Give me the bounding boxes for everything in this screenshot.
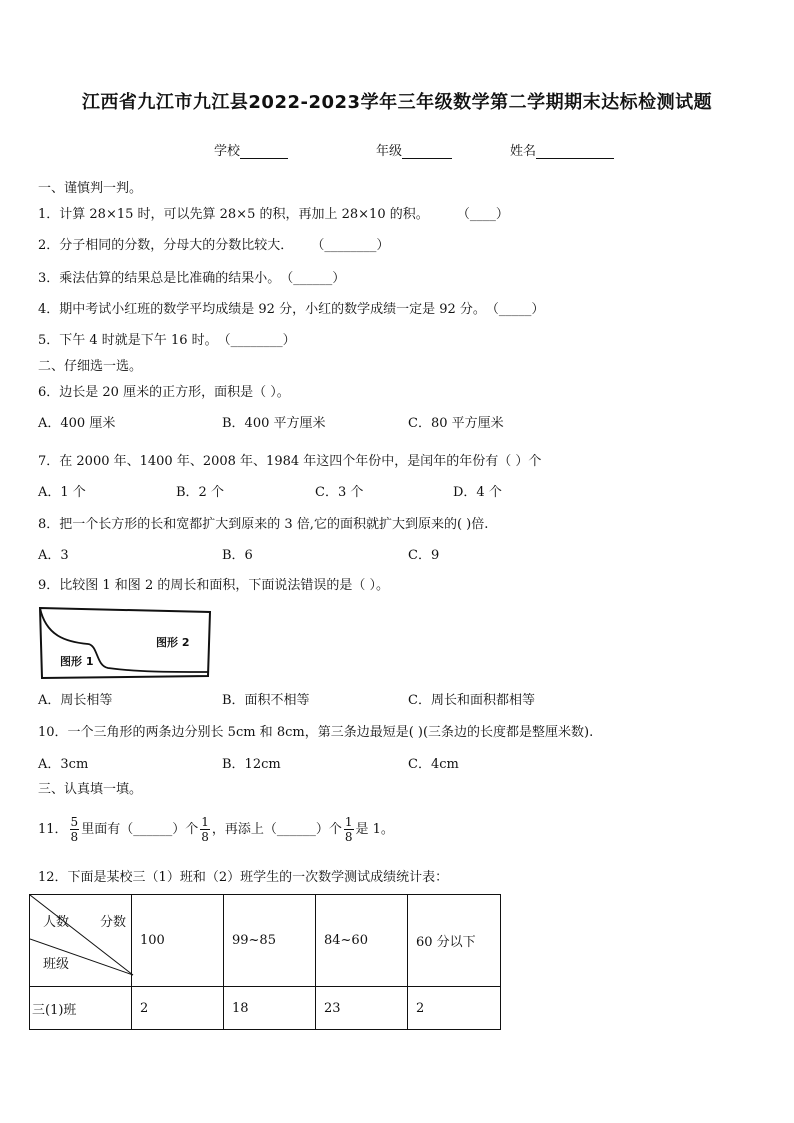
diag-label-score: 分数 xyxy=(100,915,127,930)
section-1-heading: 一、谨慎判一判。 xyxy=(38,181,143,196)
grade-field xyxy=(376,140,452,159)
question-10-option-b[interactable]: B．12cm xyxy=(222,757,281,772)
question-5-text: 5．下午 4 时就是下午 16 时。 xyxy=(38,333,218,348)
question-5-answer-blank[interactable]: （________） xyxy=(217,333,296,348)
question-8-option-a[interactable]: A．3 xyxy=(38,548,69,563)
question-7-option-b[interactable]: B．2 个 xyxy=(176,485,224,500)
question-1-text: 1．计算 28×15 时，可以先算 28×5 的积，再加上 28×10 的积。 xyxy=(38,207,429,222)
diag-label-class: 班级 xyxy=(43,957,70,972)
question-7-text: 7．在 2000 年、1400 年、2008 年、1984 年这四个年份中，是闰年的年份有（ ）个 xyxy=(38,454,542,469)
table-cell-class: 三(1)班 xyxy=(30,987,132,1030)
fraction-numerator: 1 xyxy=(344,815,353,829)
school-label: 学校 xyxy=(214,144,241,159)
question-4-text: 4．期中考试小红班的数学平均成绩是 92 分，小红的数学成绩一定是 92 分。 xyxy=(38,302,486,317)
grade-blank[interactable] xyxy=(402,144,452,159)
question-2-text: 2．分子相同的分数，分母大的分数比较大． xyxy=(38,238,294,253)
score-table xyxy=(29,894,501,1030)
figure-1-label: 图形 1 xyxy=(60,655,94,668)
question-3-text: 3．乘法估算的结果总是比准确的结果小。 xyxy=(38,271,281,286)
question-9-option-a[interactable]: A．周长相等 xyxy=(38,693,113,708)
question-4 xyxy=(38,301,544,319)
question-1 xyxy=(38,206,509,224)
table-header-row xyxy=(30,895,501,987)
school-blank[interactable] xyxy=(240,144,288,159)
question-3 xyxy=(38,270,345,288)
question-6-option-b[interactable]: B．400 平方厘米 xyxy=(222,416,326,431)
fraction-numerator: 1 xyxy=(201,815,209,829)
question-4-answer-blank[interactable]: （_____） xyxy=(485,302,545,317)
table-cell: 2 xyxy=(132,987,224,1030)
question-10-option-a[interactable]: A．3cm xyxy=(38,757,89,772)
grade-label: 年级 xyxy=(376,144,403,159)
question-9-option-c[interactable]: C．周长和面积都相等 xyxy=(408,693,535,708)
section-3-heading: 三、认真填一填。 xyxy=(38,782,143,797)
question-12-text: 12．下面是某校三（1）班和（2）班学生的一次数学测试成绩统计表： xyxy=(38,870,449,885)
question-8-option-b[interactable]: B．6 xyxy=(222,548,253,563)
fraction-denominator: 8 xyxy=(344,830,353,844)
name-field xyxy=(510,140,614,159)
school-field xyxy=(214,140,288,159)
table-header-cell: 99~85 xyxy=(224,895,316,987)
fraction-one-eighth xyxy=(344,815,354,844)
question-9-text: 9．比较图 1 和图 2 的周长和面积，下面说法错误的是（ ）。 xyxy=(38,578,389,593)
question-2-answer-blank[interactable]: （________） xyxy=(311,238,390,253)
diagonal-lines xyxy=(30,895,141,987)
question-5 xyxy=(38,332,296,350)
question-11-part-2[interactable]: ，再添上（______）个 xyxy=(211,822,342,837)
question-11 xyxy=(38,812,394,848)
fraction-five-eighths xyxy=(70,815,80,844)
question-6-text: 6．边长是 20 厘米的正方形，面积是（ ）。 xyxy=(38,385,290,400)
question-2 xyxy=(38,237,389,255)
question-1-answer-blank[interactable]: （____） xyxy=(456,207,509,222)
fraction-denominator: 8 xyxy=(70,830,79,844)
table-header-cell: 100 xyxy=(132,895,224,987)
diag-label-count: 人数 xyxy=(43,915,70,930)
table-header-cell: 84~60 xyxy=(316,895,408,987)
question-7-option-a[interactable]: A．1 个 xyxy=(38,485,86,500)
question-9-option-b[interactable]: B．面积不相等 xyxy=(222,693,310,708)
question-7-option-d[interactable]: D．4 个 xyxy=(453,485,502,500)
page-title: 江西省九江市九江县2022-2023学年三年级数学第二学期期末达标检测试题 xyxy=(81,92,713,113)
question-10-text: 10．一个三角形的两条边分别长 5cm 和 8cm，第三条边最短是( )(三条边的长度都是整厘米数). xyxy=(38,725,594,740)
question-9-figure xyxy=(38,606,212,680)
question-7-option-c[interactable]: C．3 个 xyxy=(315,485,364,500)
name-blank[interactable] xyxy=(536,144,614,159)
question-10-option-c[interactable]: C．4cm xyxy=(408,757,459,772)
fraction-one-eighth xyxy=(200,815,210,844)
table-row xyxy=(30,987,501,1030)
question-8-text: 8．把一个长方形的长和宽都扩大到原来的 3 倍,它的面积就扩大到原来的( )倍. xyxy=(38,517,489,532)
diagonal-header-cell xyxy=(30,895,132,987)
figure-2-label: 图形 2 xyxy=(156,636,190,649)
question-6-option-c[interactable]: C．80 平方厘米 xyxy=(408,416,504,431)
question-11-part-3: 是 1。 xyxy=(355,822,394,837)
section-2-heading: 二、仔细选一选。 xyxy=(38,359,143,374)
fraction-numerator: 5 xyxy=(70,815,79,829)
fraction-denominator: 8 xyxy=(201,830,209,844)
question-11-part-1[interactable]: 里面有（______）个 xyxy=(81,822,199,837)
question-11-number: 11． xyxy=(38,822,68,837)
table-header-cell: 60 分以下 xyxy=(408,895,501,987)
table-cell: 23 xyxy=(316,987,408,1030)
question-8-option-c[interactable]: C．9 xyxy=(408,548,440,563)
question-3-answer-blank[interactable]: （______） xyxy=(280,271,346,286)
question-6-option-a[interactable]: A．400 厘米 xyxy=(38,416,116,431)
name-label: 姓名 xyxy=(510,144,537,159)
table-cell: 2 xyxy=(408,987,501,1030)
table-cell: 18 xyxy=(224,987,316,1030)
